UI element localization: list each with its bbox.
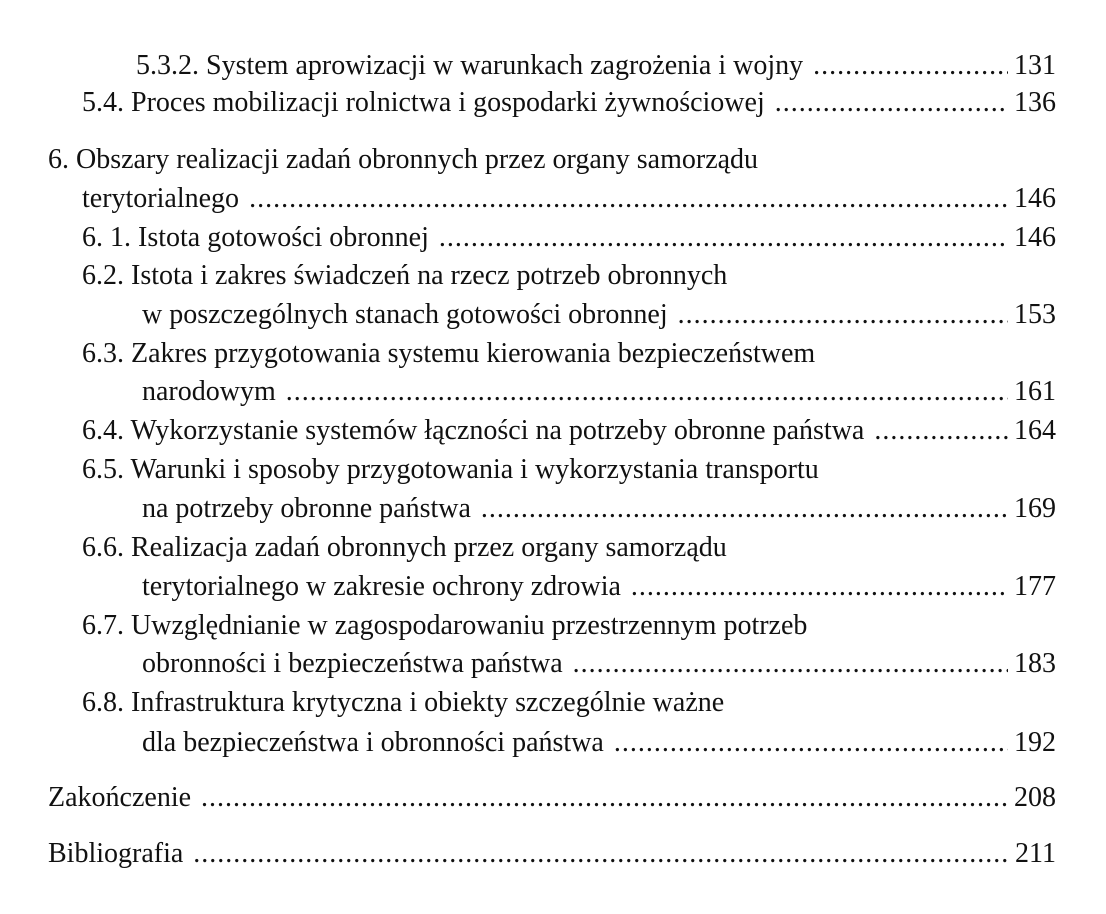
toc-entry-title[interactable]: 6.7. Uwzględnianie w zagospodarowaniu przestrzennym potrzeb — [82, 610, 808, 641]
toc-line — [0, 569, 1106, 605]
toc-entry-title: obronności i bezpieczeństwa państwa — [142, 648, 563, 679]
toc-line — [0, 297, 1106, 333]
toc-entry-title[interactable]: 6.8. Infrastruktura krytyczna i obiekty szczególnie ważne — [82, 687, 725, 718]
toc-leader-dots — [481, 491, 1008, 527]
toc-page-number: 146 — [1014, 222, 1056, 253]
toc-leader-dots — [614, 725, 1008, 761]
toc-entry-title: terytorialnego w zakresie ochrony zdrowia — [142, 571, 621, 602]
toc-entry[interactable] — [142, 491, 1056, 527]
toc-leader-dots — [286, 374, 1008, 410]
toc-entry-title: 5.4. Proces mobilizacji rolnictwa i gospodarki żywnościowej — [82, 87, 765, 118]
toc-page-number: 169 — [1014, 493, 1056, 524]
toc-line — [0, 836, 1106, 872]
toc-leader-dots — [775, 85, 1008, 121]
toc-entry-title: w poszczególnych stanach gotowości obronnej — [142, 299, 668, 330]
toc-leader-dots — [813, 48, 1008, 84]
toc-line — [0, 336, 1106, 372]
toc-line — [0, 220, 1106, 256]
toc-line — [0, 491, 1106, 527]
toc-page-number: 153 — [1014, 299, 1056, 330]
toc-entry-title: terytorialnego — [82, 183, 240, 214]
toc-line — [0, 142, 1106, 178]
toc-line — [0, 374, 1106, 410]
toc-entry-title: 5.3.2. System aprowizacji w warunkach zagrożenia i wojny — [136, 50, 804, 81]
toc-entry-title[interactable]: 6.5. Warunki i sposoby przygotowania i wykorzystania transportu — [82, 454, 819, 485]
toc-line — [0, 413, 1106, 449]
toc-entry-title[interactable]: 6.6. Realizacja zadań obronnych przez organy samorządu — [82, 532, 727, 563]
toc-line — [0, 48, 1106, 84]
toc-line — [0, 646, 1106, 682]
toc-entry-title: na potrzeby obronne państwa — [142, 493, 471, 524]
toc-entry[interactable] — [82, 220, 1056, 256]
toc-entry-title: dla bezpieczeństwa i obronności państwa — [142, 727, 604, 758]
toc-leader-dots — [874, 413, 1008, 449]
toc-page-number: 208 — [1014, 782, 1056, 813]
toc-line — [0, 452, 1106, 488]
toc-leader-dots — [439, 220, 1008, 256]
toc-entry-title[interactable]: 6.2. Istota i zakres świadczeń na rzecz potrzeb obronnych — [82, 260, 728, 291]
toc-page-number: 164 — [1014, 415, 1056, 446]
toc-chapter-title[interactable]: 6. Obszary realizacji zadań obronnych przez organy samorządu — [48, 144, 759, 175]
toc-page-number: 146 — [1014, 183, 1056, 214]
toc-leader-dots — [573, 646, 1008, 682]
toc-entry[interactable] — [142, 297, 1056, 333]
toc-line — [0, 725, 1106, 761]
toc-page-number: 136 — [1014, 87, 1056, 118]
toc-entry[interactable] — [48, 780, 1056, 816]
toc-entry-title: Bibliografia — [48, 838, 184, 869]
toc-page-number: 192 — [1014, 727, 1056, 758]
toc-line — [0, 780, 1106, 816]
toc-entry[interactable] — [136, 48, 1056, 84]
toc-page-number: 131 — [1014, 50, 1056, 81]
toc-line — [0, 530, 1106, 566]
toc-entry[interactable] — [142, 374, 1056, 410]
toc-leader-dots — [631, 569, 1008, 605]
toc-entry-title[interactable]: 6.3. Zakres przygotowania systemu kierowania bezpieczeństwem — [82, 338, 816, 369]
toc-page-number: 211 — [1015, 838, 1056, 869]
toc-leader-dots — [678, 297, 1008, 333]
toc-entry[interactable] — [82, 181, 1056, 217]
toc-entry-title: narodowym — [142, 376, 276, 407]
toc-entry-title: Zakończenie — [48, 782, 192, 813]
toc-entry[interactable] — [48, 836, 1056, 872]
toc-line — [0, 608, 1106, 644]
toc-entry[interactable] — [82, 413, 1056, 449]
toc-entry[interactable] — [142, 725, 1056, 761]
toc-line — [0, 685, 1106, 721]
toc-entry[interactable] — [142, 569, 1056, 605]
toc-leader-dots — [249, 181, 1008, 217]
toc-line — [0, 258, 1106, 294]
toc-line — [0, 181, 1106, 217]
toc-entry-title: 6. 1. Istota gotowości obronnej — [82, 222, 429, 253]
toc-line — [0, 85, 1106, 121]
toc-leader-dots — [193, 836, 1009, 872]
toc-entry-title: 6.4. Wykorzystanie systemów łączności na potrzeby obronne państwa — [82, 415, 865, 446]
toc-leader-dots — [201, 780, 1008, 816]
toc-entry[interactable] — [82, 85, 1056, 121]
toc-page-number: 177 — [1014, 571, 1056, 602]
toc-entry[interactable] — [142, 646, 1056, 682]
toc-page-number: 183 — [1014, 648, 1056, 679]
toc-page-number: 161 — [1014, 376, 1056, 407]
